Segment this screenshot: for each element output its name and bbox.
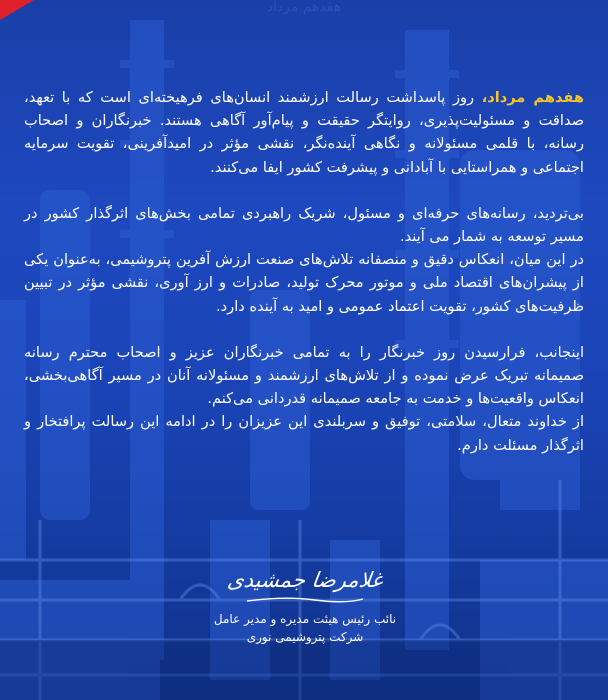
paragraph-5: از خداوند متعال، سلامتی، توفیق و سربلندی این عزیزان را در ادامه این رسالت پرافتخار و اثرگذار مسئلت دارم. — [24, 413, 584, 454]
signature-flourish — [245, 596, 365, 604]
message-body — [24, 86, 584, 457]
signature-block — [200, 566, 410, 646]
paragraph-3: در این میان، انعکاس دقیق و منصفانه تلاش‌های صنعت ارزش آفرین پتروشیمی، به‌عنوان یکی از پیشران‌های اقتصاد ملی و موتور محرک تولید، صادرات و ارز آوری، نقشی مؤثر در تبیین ظرفیت‌های کشور، تقویت اعتماد عمومی و امید به آینده دارد. — [24, 251, 584, 315]
signer-role: نائب رئیس هیئت مدیره و مدیر عامل — [213, 612, 397, 626]
paragraph-4: اینجانب، فرارسیدن روز خبرنگار را به تمامی خبرنگاران عزیز و اصحاب محترم رسانه صمیمانه تبریک عرض نموده و از تلاش‌های ارزشمند و مسئولانه آنان در مسیر آگاهی‌بخشی، انعکاس واقعیت‌ها و خدمت به جامعه صمیمانه قدردانی می‌کنم. — [24, 343, 584, 408]
flag-corner-decoration — [0, 0, 34, 20]
highlight-date: هفدهم مرداد، — [481, 89, 584, 106]
paragraph-1 — [24, 86, 584, 179]
header-calligraphy-logo: هفدهم مرداد — [266, 0, 342, 15]
paragraph-2: بی‌تردید، رسانه‌های حرفه‌ای و مسئول، شریک راهبردی تمامی بخش‌های اثرگذار کشور در مسیر توسعه به شمار می آیند. — [24, 204, 584, 246]
signer-company: شرکت پتروشیمی نوری — [246, 630, 364, 644]
signature-name: غلامرضا جمشیدی — [225, 568, 385, 592]
paragraph-1-text: روز پاسداشت رسالت ارزشمند انسان‌های فرهیخته‌ای است که با تعهد، صداقت و مسئولیت‌پذیری، روایتگر حقیقت و پیام‌آور آگاهی هستند. خبرنگاران و اصحاب رسانه، با قلمی مسئولانه و نگاهی آینده‌نگر، نقشی مؤثر در امیدآفرینی، تقویت سرمایه اجتماعی و همراستایی با آبادانی و پیشرفت کشور ایفا می‌کنند. — [24, 89, 584, 176]
